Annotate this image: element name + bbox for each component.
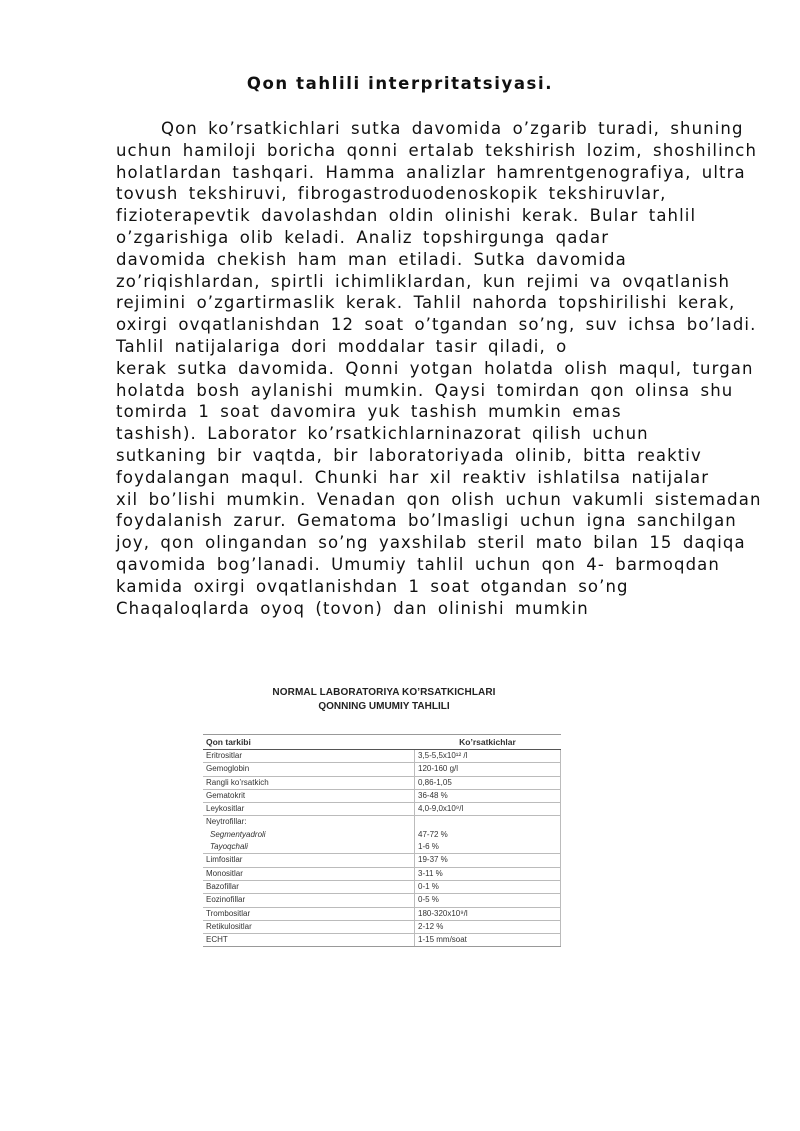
row-value: 1-15 mm/soat: [415, 934, 561, 947]
row-name: Retikulositlar: [203, 920, 415, 933]
body-line: xil bo’lishi mumkin. Venadan qon olish uchun vakumli sistemadan: [116, 489, 762, 509]
row-value: 120-160 g/l: [415, 763, 561, 776]
lab-reference-table: [203, 734, 561, 947]
table-row: [203, 920, 561, 933]
table-row: [203, 789, 561, 802]
row-name: Limfositlar: [203, 854, 415, 867]
body-line: foydalanish zarur. Gematoma bo’lmasligi uchun igna sanchilgan: [116, 511, 737, 531]
table-row: [203, 867, 561, 880]
body-line: kamida oxirgi ovqatlanishdan 1 soat otgandan so’ng: [116, 576, 629, 596]
body-line: oxirgi ovqatlanishdan 12 soat o’tgandan so’ng, suv ichsa bo’ladi.: [116, 315, 757, 335]
body-line: davomida chekish ham man etiladi. Sutka davomida: [116, 249, 627, 269]
body-line: kerak sutka davomida. Qonni yotgan holatda olish maqul, turgan: [116, 358, 754, 378]
lab-reference-figure: [203, 686, 565, 947]
table-row: [203, 907, 561, 920]
body-line: Tahlil natijalariga dori moddalar tasir qiladi, o: [116, 336, 568, 356]
document-body: [116, 118, 800, 619]
row-name: Neytrofillar:: [206, 817, 247, 827]
table-row: [203, 934, 561, 947]
body-line: tomirda 1 soat davomira yuk tashish mumkin emas: [116, 402, 622, 422]
row-name-group: [203, 816, 415, 854]
row-value: 3,5-5,5x10¹² /l: [415, 750, 561, 763]
row-value: 0,86-1,05: [415, 776, 561, 789]
row-name: Monositlar: [203, 867, 415, 880]
lab-table-subtitle: QONNING UMUMIY TAHLILI: [318, 701, 450, 712]
body-line: Qon ko’rsatkichlari sutka davomida o’zgarib turadi, shuning: [161, 119, 744, 138]
row-value: 4,0-9,0x10⁹/l: [415, 803, 561, 816]
body-line: fizioterapevtik davolashdan oldin olinishi kerak. Bular tahlil: [116, 206, 697, 226]
row-name: Gematokrit: [203, 789, 415, 802]
row-value: 0-1 %: [415, 880, 561, 893]
body-line: qavomida bog’lanadi. Umumiy tahlil uchun qon 4- barmoqdan: [116, 554, 720, 574]
row-subname: Segmentyadroli: [210, 829, 266, 839]
body-line: zo’riqishlardan, spirtli ichimliklardan, kun rejimi va ovqatlanish: [116, 271, 731, 291]
table-header-row: [203, 735, 561, 750]
row-value-group: [415, 816, 561, 854]
row-name: Leykositlar: [203, 803, 415, 816]
row-value: 36-48 %: [415, 789, 561, 802]
row-subname: Tayoqchali: [210, 842, 248, 852]
body-line: o’zgarishiga olib keladi. Analiz topshirgunga qadar: [116, 227, 610, 247]
body-line: Chaqaloqlarda oyoq (tovon) dan olinishi mumkin: [116, 598, 589, 618]
row-name: Bazofillar: [203, 880, 415, 893]
body-line: tashish). Laborator ko’rsatkichlarninazorat qilish uchun: [116, 424, 649, 444]
body-line: tovush tekshiruvi, fibrogastroduodenoskopik tekshiruvlar,: [116, 184, 667, 204]
body-line: holatlardan tashqari. Hamma analizlar hamrentgenografiya, ultra: [116, 162, 746, 182]
table-row: [203, 803, 561, 816]
lab-table-title: NORMAL LABORATORIYA KO’RSATKICHLARI: [272, 687, 496, 698]
body-line: holatda bosh aylanishi mumkin. Qaysi tomirdan qon olinsa shu: [116, 380, 734, 400]
table-row-neutrophils: [203, 816, 561, 854]
body-line: sutkaning bir vaqtda, bir laboratoriyada olinib, bitta reaktiv: [116, 445, 702, 465]
body-line: rejimini o’zgartirmaslik kerak. Tahlil nahorda topshirilishi kerak,: [116, 293, 736, 313]
row-name: Eritrositlar: [203, 750, 415, 763]
row-name: Gemoglobin: [203, 763, 415, 776]
body-line: uchun hamiloji boricha qonni ertalab tekshirish lozim, shoshilinch: [116, 140, 758, 160]
document-title: Qon tahlili interpritatsiyasi.: [246, 74, 554, 93]
row-value: 180-320x10⁹/l: [415, 907, 561, 920]
row-name: Rangli ko’rsatkich: [203, 776, 415, 789]
row-value: 19-37 %: [415, 854, 561, 867]
row-value: 1-6 %: [418, 842, 439, 852]
table-row: [203, 763, 561, 776]
row-name: Eozinofillar: [203, 894, 415, 907]
body-line: joy, qon olingandan so’ng yaxshilab steril mato bilan 15 daqiqa: [116, 533, 746, 553]
table-row: [203, 776, 561, 789]
table-row: [203, 894, 561, 907]
table-row: [203, 880, 561, 893]
column-header-name: Qon tarkibi: [203, 735, 415, 750]
row-value: 0-5 %: [415, 894, 561, 907]
row-value: 2-12 %: [415, 920, 561, 933]
body-line: foydalangan maqul. Chunki har xil reaktiv ishlatilsa natijalar: [116, 467, 710, 487]
row-name: ECHT: [203, 934, 415, 947]
table-row: [203, 854, 561, 867]
row-value: 47-72 %: [418, 829, 448, 839]
row-value: 3-11 %: [415, 867, 561, 880]
row-name: Trombositlar: [203, 907, 415, 920]
column-header-value: Ko’rsatkichlar: [415, 735, 561, 750]
table-row: [203, 750, 561, 763]
